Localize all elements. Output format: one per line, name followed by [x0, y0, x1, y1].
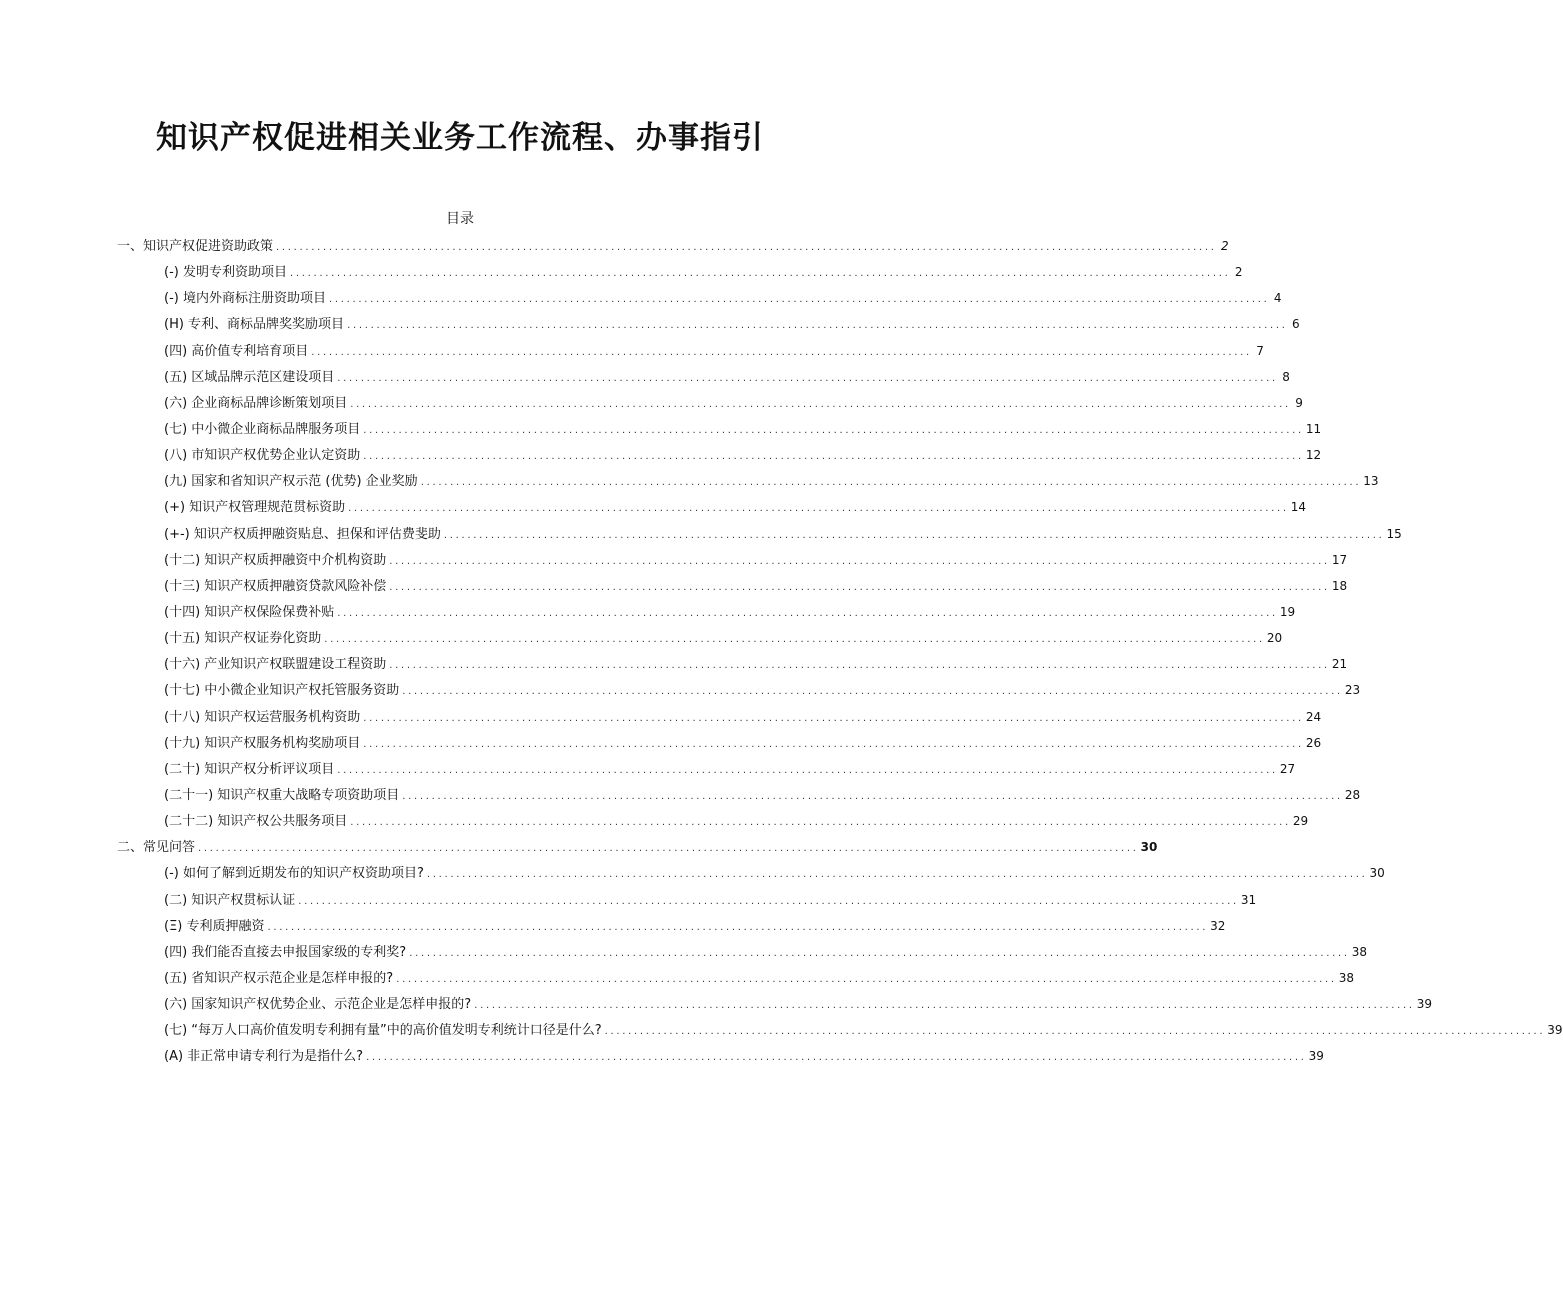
toc-entry-title: (八) 市知识产权优势企业认定资助 — [164, 448, 361, 464]
toc-entry-title: (二十) 知识产权分析评议项目 — [164, 761, 335, 777]
toc-dot-leader: ................................................................................................................................................................ — [402, 686, 1343, 698]
toc-dot-leader: ................................................................................................................................................................ — [443, 529, 1385, 541]
toc-dot-leader: ................................................................................................................................................................ — [396, 973, 1337, 985]
toc-page-number: 39 — [1308, 1049, 1324, 1064]
toc-entry[interactable] — [0, 1043, 1324, 1069]
toc-dot-leader: ................................................................................................................................................................ — [350, 398, 1291, 410]
toc-dot-leader: ................................................................................................................................................................ — [337, 764, 1278, 776]
toc-entry[interactable] — [0, 625, 1283, 651]
toc-dot-leader: ................................................................................................................................................................ — [420, 477, 1362, 489]
toc-page-number: 7 — [1256, 343, 1264, 358]
toc-page-number: 6 — [1292, 317, 1300, 332]
toc-entry[interactable] — [0, 991, 1433, 1017]
toc-page-number: 26 — [1305, 735, 1322, 750]
toc-page-number: 31 — [1240, 892, 1257, 907]
toc-entry-title: (四) 高价值专利培育项目 — [164, 343, 309, 359]
toc-page-number: 39 — [1547, 1023, 1563, 1038]
toc-entry-title: (五) 区域品牌示范区建设项目 — [164, 369, 335, 385]
toc-entry-title: 二、常见问答 — [117, 840, 196, 856]
toc-entry-title: (十五) 知识产权证券化资助 — [164, 631, 322, 647]
toc-entry[interactable] — [0, 468, 1379, 494]
toc-entry[interactable] — [0, 913, 1226, 939]
toc-entry[interactable] — [0, 1017, 1563, 1043]
toc-entry-title: (九) 国家和省知识产权示范 (优势) 企业奖励 — [164, 474, 418, 490]
toc-dot-leader: ................................................................................................................................................................ — [298, 895, 1239, 907]
toc-entry-title: (二十二) 知识产权公共服务项目 — [164, 814, 348, 830]
toc-dot-leader: ................................................................................................................................................................ — [328, 294, 1270, 306]
toc-entry[interactable] — [0, 965, 1355, 991]
toc-page-number: 28 — [1344, 787, 1361, 802]
toc-heading: 目录 — [446, 211, 474, 227]
toc-dot-leader: ................................................................................................................................................................ — [402, 790, 1343, 802]
toc-dot-leader: ................................................................................................................................................................ — [366, 1052, 1307, 1064]
toc-dot-leader: ................................................................................................................................................................ — [426, 869, 1368, 881]
toc-dot-leader: ................................................................................................................................................................ — [363, 424, 1304, 436]
toc-dot-leader: ................................................................................................................................................................ — [409, 947, 1350, 959]
toc-entry-title: (七) 中小微企业商标品牌服务项目 — [164, 421, 361, 437]
toc-entry-title: (十三) 知识产权质押融资贷款风险补偿 — [164, 578, 387, 594]
toc-page-number: 17 — [1331, 552, 1348, 567]
toc-entry-title: (H) 专利、商标品牌奖奖励项目 — [164, 317, 345, 333]
toc-entry-title: (-) 如何了解到近期发布的知识产权资助项目? — [164, 866, 424, 882]
toc-dot-leader: ................................................................................................................................................................ — [363, 738, 1304, 750]
toc-entry[interactable] — [0, 547, 1348, 573]
toc-entry[interactable] — [0, 651, 1348, 677]
toc-page-number: 30 — [1369, 866, 1385, 881]
toc-entry[interactable] — [0, 364, 1290, 390]
toc-page-number: 39 — [1416, 997, 1433, 1012]
toc-entry[interactable] — [0, 573, 1348, 599]
toc-page-number: 12 — [1305, 448, 1322, 463]
toc-entry-title: (十四) 知识产权保险保费补贴 — [164, 604, 335, 620]
toc-dot-leader: ................................................................................................................................................................ — [389, 581, 1330, 593]
toc-dot-leader: ................................................................................................................................................................ — [276, 242, 1217, 253]
toc-dot-leader: ................................................................................................................................................................ — [311, 346, 1252, 358]
toc-dot-leader: ................................................................................................................................................................ — [289, 268, 1231, 280]
toc-entry-title: (A) 非正常申请专利行为是指什么? — [164, 1049, 364, 1065]
toc-entry[interactable] — [0, 338, 1264, 364]
toc-entry-title: (十七) 中小微企业知识产权托管服务资助 — [164, 683, 400, 699]
toc-entry[interactable] — [0, 756, 1296, 782]
toc-entry-title: (六) 国家知识产权优势企业、示范企业是怎样申报的? — [164, 997, 472, 1013]
toc-page-number: 38 — [1351, 944, 1368, 959]
toc-entry[interactable] — [0, 939, 1368, 965]
toc-page-number: 23 — [1344, 683, 1361, 698]
toc-page-number: 38 — [1338, 970, 1355, 985]
toc-page-number: 2 — [1220, 239, 1229, 253]
toc-entry-title: (二) 知识产权贯标认证 — [164, 892, 296, 908]
toc-entry-title: (五) 省知识产权示范企业是怎样申报的? — [164, 970, 394, 986]
toc-page-number: 9 — [1295, 395, 1303, 410]
toc-dot-leader: ................................................................................................................................................................ — [389, 555, 1330, 567]
toc-entry[interactable] — [0, 442, 1322, 468]
toc-dot-leader: ................................................................................................................................................................ — [389, 660, 1330, 672]
toc-page-number: 2 — [1234, 265, 1243, 280]
toc-entry-title: (四) 我们能否直接去申报国家级的专利奖? — [164, 944, 407, 960]
toc-entry-title: (十九) 知识产权服务机构奖励项目 — [164, 735, 361, 751]
toc-page-number: 14 — [1290, 500, 1307, 515]
toc-entry[interactable] — [0, 808, 1309, 834]
toc-page-number: 8 — [1282, 369, 1290, 384]
toc-dot-leader: ................................................................................................................................................................ — [324, 634, 1265, 646]
toc-entry-title: (Ξ) 专利质押融资 — [164, 918, 265, 934]
table-of-contents — [0, 233, 1563, 1070]
toc-entry-title: (二十一) 知识产权重大战略专项资助项目 — [164, 787, 400, 803]
toc-page-number: 13 — [1363, 474, 1379, 489]
document-title: 知识产权促进相关业务工作流程、办事指引 — [156, 120, 764, 156]
toc-entry[interactable] — [0, 887, 1257, 913]
toc-entry-title: (六) 企业商标品牌诊断策划项目 — [164, 395, 348, 411]
toc-page-number: 11 — [1305, 421, 1322, 436]
toc-page-number: 19 — [1279, 604, 1296, 619]
toc-entry[interactable] — [0, 259, 1243, 285]
toc-page-number: 18 — [1331, 578, 1348, 593]
toc-entry-title: (十八) 知识产权运营服务机构资助 — [164, 709, 361, 725]
toc-entry-title: (-) 境内外商标注册资助项目 — [164, 291, 326, 307]
toc-dot-leader: ................................................................................................................................................................ — [267, 921, 1209, 933]
toc-entry[interactable] — [0, 782, 1361, 808]
toc-entry[interactable] — [0, 677, 1361, 703]
toc-dot-leader: ................................................................................................................................................................ — [350, 817, 1291, 829]
toc-entry[interactable] — [0, 521, 1402, 547]
toc-dot-leader: ................................................................................................................................................................ — [198, 843, 1139, 855]
toc-entry-title: (十六) 产业知识产权联盟建设工程资助 — [164, 657, 387, 673]
toc-entry-title: (十二) 知识产权质押融资中介机构资助 — [164, 552, 387, 568]
toc-page-number: 20 — [1266, 631, 1283, 646]
toc-entry[interactable] — [0, 704, 1322, 730]
toc-dot-leader: ................................................................................................................................................................ — [363, 712, 1304, 724]
toc-dot-leader: ................................................................................................................................................................ — [363, 451, 1304, 463]
toc-entry[interactable] — [0, 311, 1300, 337]
toc-dot-leader: ................................................................................................................................................................ — [348, 503, 1289, 515]
toc-entry[interactable] — [0, 390, 1303, 416]
toc-dot-leader: ................................................................................................................................................................ — [347, 320, 1288, 332]
toc-page-number: 29 — [1292, 814, 1309, 829]
toc-entry-title: (+) 知识产权管理规范贯标资助 — [164, 500, 346, 516]
toc-entry[interactable] — [0, 494, 1307, 520]
toc-entry[interactable] — [0, 860, 1385, 886]
toc-entry[interactable] — [0, 730, 1322, 756]
toc-page-number: 21 — [1331, 657, 1348, 672]
toc-entry-title: (-) 发明专利资助项目 — [164, 265, 287, 281]
toc-entry[interactable] — [0, 834, 1158, 860]
toc-page-number: 24 — [1305, 709, 1322, 724]
toc-dot-leader: ................................................................................................................................................................ — [337, 607, 1278, 619]
toc-page-number: 4 — [1273, 291, 1282, 306]
toc-entry[interactable] — [0, 599, 1296, 625]
toc-dot-leader: ................................................................................................................................................................ — [337, 372, 1278, 384]
toc-entry[interactable] — [0, 285, 1282, 311]
toc-entry-title: 一、知识产权促进资助政策 — [117, 239, 274, 254]
toc-entry[interactable] — [0, 416, 1322, 442]
toc-page-number: 15 — [1386, 526, 1402, 541]
toc-page-number: 30 — [1140, 840, 1158, 855]
toc-dot-leader: ................................................................................................................................................................ — [474, 1000, 1415, 1012]
toc-entry[interactable] — [0, 233, 1229, 259]
toc-page-number: 27 — [1279, 761, 1296, 776]
toc-dot-leader: ................................................................................................................................................................ — [604, 1026, 1546, 1038]
toc-page-number: 32 — [1210, 918, 1226, 933]
toc-entry-title: (七) “每万人口高价值发明专利拥有量”中的高价值发明专利统计口径是什么? — [164, 1023, 602, 1039]
toc-entry-title: (+-) 知识产权质押融资贴息、担保和评估费斐助 — [164, 526, 441, 542]
